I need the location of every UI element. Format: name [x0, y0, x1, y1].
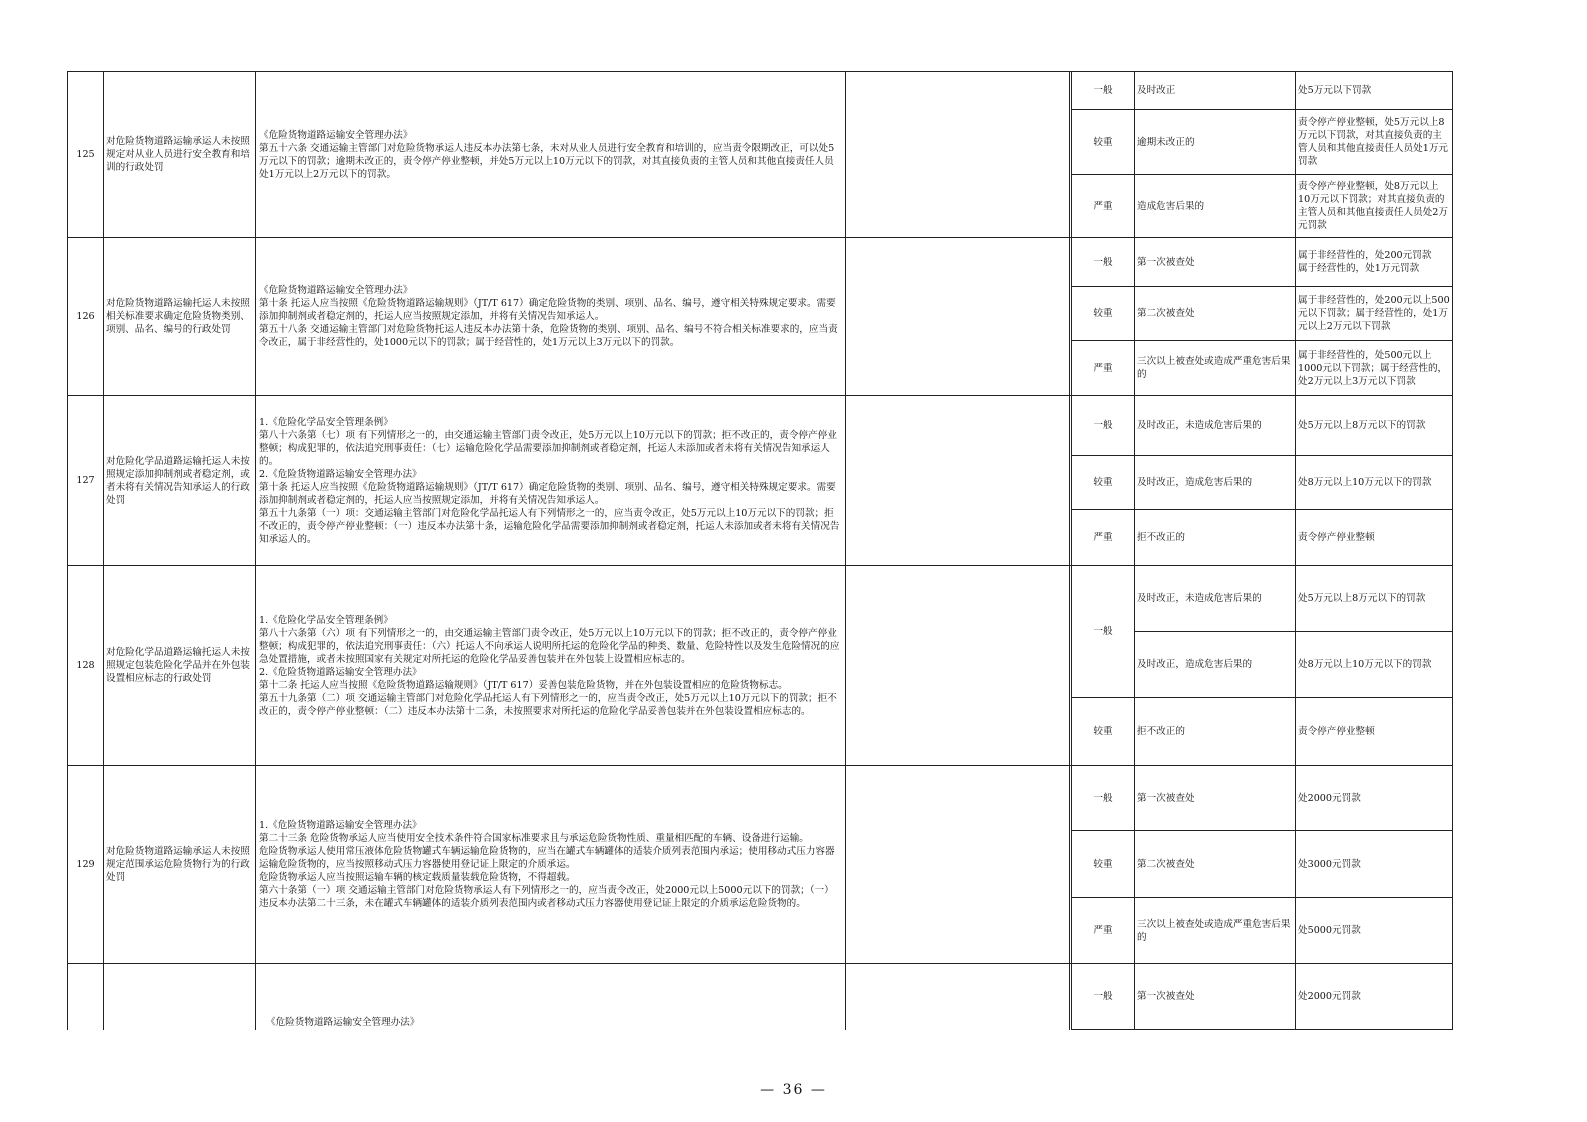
penalty-standard: 处3000元罚款 [1298, 858, 1361, 870]
severity-grade: 较重 [1093, 858, 1113, 870]
severity-grade: 较重 [1093, 308, 1113, 319]
penalty-standard: 属于非经营性的，处200元罚款 属于经营性的，处1万元罚款 [1298, 250, 1432, 274]
severity-grade: 严重 [1093, 200, 1113, 212]
penalty-standard: 处8万元以上10万元以下的罚款 [1298, 659, 1432, 670]
severity-grade: 较重 [1093, 477, 1113, 488]
violation-condition: 第二次被查处 [1137, 308, 1195, 319]
violation-condition: 第二次被查处 [1137, 858, 1195, 870]
violation-condition: 及时改正，造成危害后果的 [1137, 659, 1253, 670]
legal-basis: 《危险货物道路运输安全管理办法》 第五十六条 交通运输主管部门对危险货物承运人违反本办法第七条，未对从业人员进行安全教育和培训的，应当责令限期改正，可以处5万元以下的罚款；逾期未改正的，责令停产停业整顿，并处5万元以上10万元以下的罚款，对其直接负责的主管人员和其他直接责任人员处1万元以上2万元以下的罚款。 [259, 129, 835, 180]
penalty-standard: 责令停产停业整顿，处5万元以上8万元以下罚款，对其直接负责的主管人员和其他直接责任人员处1万元罚款 [1298, 117, 1449, 167]
row-number: 128 [76, 660, 95, 671]
item-name: 对危险货物道路运输承运人未按照规定对从业人员进行安全教育和培训的行政处罚 [106, 136, 250, 173]
penalty-standard: 属于非经营性的，处200元以上500元以下罚款；属于经营性的，处1万元以上2万元以下罚款 [1298, 295, 1450, 332]
severity-grade: 较重 [1093, 726, 1113, 737]
item-name: 对危险货物道路运输托运人未按照相关标准要求确定危险货物类别、项别、品名、编号的行政处罚 [106, 298, 250, 335]
violation-condition: 三次以上被查处或造成严重危害后果的 [1137, 918, 1291, 943]
table-column-divider [103, 71, 104, 1030]
severity-grade: 严重 [1093, 532, 1113, 543]
violation-condition: 第一次被查处 [1137, 991, 1195, 1002]
violation-condition: 及时改正，未造成危害后果的 [1137, 593, 1262, 604]
severity-grade: 一般 [1093, 991, 1113, 1002]
table-border-right [1452, 71, 1453, 1030]
legal-basis: 《危险货物道路运输安全管理办法》 第十条 托运人应当按照《危险货物道路运输规则》（JT/T 617）确定危险货物的类别、项别、品名、编号，遵守相关特殊规定要求。需要添加抑制剂或者稳定剂的，托运人应当按照规定添加，并将有关情况告知承运人。 第五十八条 交通运输主管部门对危险货物托运人违反本办法第十条，危险货物的类别、项别、品名、编号不符合相关标准要求的，应当责令改正，属于非经营性的，处1000元以下的罚款；属于经营性的，处1万元以上3万元以下的罚款。 [259, 285, 838, 348]
violation-condition: 及时改正，造成危害后果的 [1137, 477, 1253, 488]
penalty-standard: 处5万元以下罚款 [1298, 85, 1372, 96]
violation-condition: 造成危害后果的 [1137, 200, 1205, 212]
penalty-standard: 处2000元罚款 [1298, 991, 1361, 1002]
severity-grade: 严重 [1093, 925, 1113, 936]
severity-grade: 严重 [1093, 362, 1113, 374]
table-column-divider [1069, 71, 1070, 1030]
penalty-standard: 处5万元以上8万元以下的罚款 [1298, 593, 1426, 604]
penalty-standard: 处5000元罚款 [1298, 925, 1361, 936]
severity-grade: 较重 [1093, 136, 1113, 148]
legal-basis: 1.《危险货物道路运输安全管理办法》 第二十三条 危险货物承运人应当使用安全技术条件符合国家标准要求且与承运危险货物性质、重量相匹配的车辆、设备进行运输。 危险货物承运人使用常压液体危险货物罐式车辆运输危险货物的，应当在罐式车辆罐体的适装介质列表范围内承运；使用移动式压力容器运输危险货物的，应当按照移动式压力容器使用登记证上限定的介质承运。 危险货物承运人应当按照运输车辆的核定载质量装载危险货物，不得超载。 第六十条第（一）项 交通运输主管部门对危险货物承运人有下列情形之一的，应当责令改正，处2000元以上5000元以下的罚款；（一）违反本办法第二十三条，未在罐式车辆罐体的适装介质列表范围内或者移动式压力容器使用登记证上限定的介质承运危险货物的。 [259, 820, 835, 909]
severity-grade: 一般 [1093, 626, 1113, 637]
legal-basis: 1.《危险化学品安全管理条例》 第八十六条第（六）项 有下列情形之一的，由交通运输主管部门责令改正，处5万元以上10万元以下的罚款；拒不改正的，责令停产停业整顿；构成犯罪的，依法追究刑事责任：（六）托运人不向承运人说明所托运的危险化学品的种类、数量、危险特性以及发生危险情况的应急处置措施，或者未按照国家有关规定对所托运的危险化学品妥善包装并在外包装上设置相应标志的。 2.《危险货物道路运输安全管理办法》 第十二条 托运人应当按照《危险货物道路运输规则》（JT/T 617）妥善包装危险货物，并在外包装设置相应的危险货物标志。 第五十九条第（二）项 交通运输主管部门对危险化学品托运人有下列情形之一的，应当责令改正，处5万元以上10万元以下的罚款；拒不改正的，责令停产停业整顿：（二）违反本办法第十二条，未按照要求对所托运的危险化学品妥善包装并在外包装设置相应标志的。 [259, 614, 840, 717]
violation-condition: 及时改正 [1137, 85, 1176, 96]
violation-condition: 及时改正，未造成危害后果的 [1137, 420, 1262, 431]
severity-grade: 一般 [1093, 85, 1113, 96]
severity-grade: 一般 [1093, 256, 1113, 268]
item-name: 对危险货物道路运输承运人未按照规定范围承运危险货物行为的行政处罚 [106, 846, 250, 883]
legal-basis: 《危险货物道路运输安全管理办法》 [266, 1017, 420, 1028]
severity-grade: 一般 [1093, 792, 1113, 804]
table-column-divider [845, 71, 846, 1030]
row-number: 125 [76, 149, 95, 160]
table-column-divider [1134, 71, 1135, 1030]
item-name: 对危险化学品道路运输托运人未按照规定添加抑制剂或者稳定剂，或者未将有关情况告知承运人的行政处罚 [106, 455, 250, 506]
violation-condition: 拒不改正的 [1137, 726, 1185, 737]
violation-condition: 逾期未改正的 [1137, 136, 1195, 148]
penalty-standard: 处8万元以上10万元以下的罚款 [1298, 477, 1432, 488]
item-name: 对危险化学品道路运输托运人未按照规定包装危险化学品并在外包装设置相应标志的行政处罚 [106, 647, 250, 684]
violation-condition: 三次以上被查处或造成严重危害后果的 [1137, 356, 1291, 380]
penalty-standard: 责令停产停业整顿，处8万元以上10万元以下罚款；对其直接负责的主管人员和其他直接责任人员处2万元罚款 [1298, 181, 1449, 231]
table-column-divider [255, 71, 256, 1030]
penalty-standard: 责令停产停业整顿 [1298, 532, 1375, 543]
row-number: 129 [76, 859, 95, 870]
row-number: 126 [76, 311, 95, 322]
violation-condition: 第一次被查处 [1137, 792, 1195, 804]
page-number: — 36 — [760, 1082, 827, 1098]
violation-condition: 拒不改正的 [1137, 532, 1185, 543]
table-border-bottom [1071, 1029, 1453, 1030]
table-column-divider [1295, 71, 1296, 1030]
penalty-standard: 处2000元罚款 [1298, 792, 1361, 804]
legal-basis: 1.《危险化学品安全管理条例》 第八十六条第（七）项 有下列情形之一的，由交通运输主管部门责令改正，处5万元以上10万元以下的罚款；拒不改正的，责令停产停业整顿；构成犯罪的，依法追究刑事责任：（七）运输危险化学品需要添加抑制剂或者稳定剂，托运人未添加或者未将有关情况告知承运人的。 2.《危险货物道路运输安全管理办法》 第十条 托运人应当按照《危险货物道路运输规则》（JT/T 617）确定危险货物的类别、项别、品名、编号，遵守相关特殊规定要求。需要添加抑制剂或者稳定剂的，托运人应当按照规定添加，并将有关情况告知承运人。 第五十九条第（一）项：交通运输主管部门对危险化学品托运人有下列情形之一的，应当责令改正，处5万元以上10万元以下的罚款；拒不改正的，责令停产停业整顿：（一）违反本办法第十条，运输危险化学品需要添加抑制剂或者稳定剂，托运人未添加或者未将有关情况告知承运人的。 [259, 416, 840, 545]
violation-condition: 第一次被查处 [1137, 256, 1195, 268]
penalty-standard: 属于非经营性的，处500元以上1000元以下罚款；属于经营性的，处2万元以上3万元以下罚款 [1298, 349, 1448, 387]
row-number: 127 [76, 475, 95, 486]
penalty-standard: 责令停产停业整顿 [1298, 726, 1375, 737]
penalty-standard: 处5万元以上8万元以下的罚款 [1298, 420, 1426, 431]
severity-grade: 一般 [1093, 420, 1113, 431]
